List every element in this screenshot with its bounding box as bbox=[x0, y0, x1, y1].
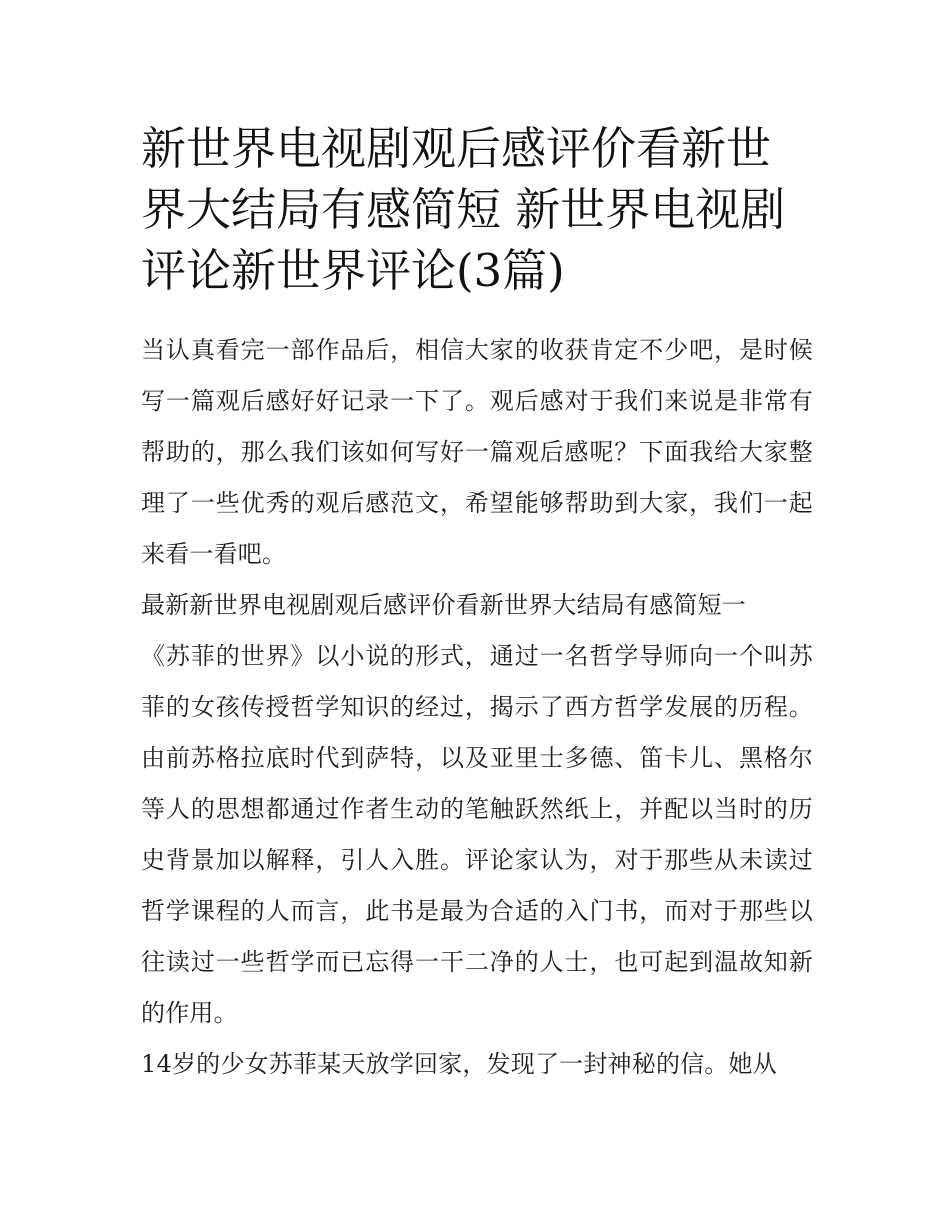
document-title: 新世界电视剧观后感评价看新世界大结局有感简短 新世界电视剧评论新世界评论(3篇) bbox=[141, 122, 786, 297]
intro-paragraph: 当认真看完一部作品后，相信大家的收获肯定不少吧，是时候写一篇观后感好好记录一下了。观后感对于我们来说是非常有帮助的，那么我们该如何写好一篇观后感呢？下面我给大家整理了一些优秀的观后感范文，希望能够帮助到大家，我们一起来看一看吧。 bbox=[141, 336, 813, 568]
body-paragraph-continued: 14岁的少女苏菲某天放学回家，发现了一封神秘的信。她从 bbox=[141, 1050, 777, 1078]
section-heading: 最新新世界电视剧观后感评价看新世界大结局有感简短一 bbox=[141, 591, 746, 619]
document-page bbox=[141, 118, 813, 1090]
body-paragraph: 《苏菲的世界》以小说的形式，通过一名哲学导师向一个叫苏菲的女孩传授哲学知识的经过，揭示了西方哲学发展的历程。由前苏格拉底时代到萨特，以及亚里士多德、笛卡儿、黑格尔等人的思想都通过作者生动的笔触跃然纸上，并配以当时的历史背景加以解释，引人入胜。评论家认为，对于那些从未读过哲学课程的人而言，此书是最为合适的入门书，而对于那些以往读过一些哲学而已忘得一干二净的人士，也可起到温故知新的作用。 bbox=[141, 642, 813, 1027]
